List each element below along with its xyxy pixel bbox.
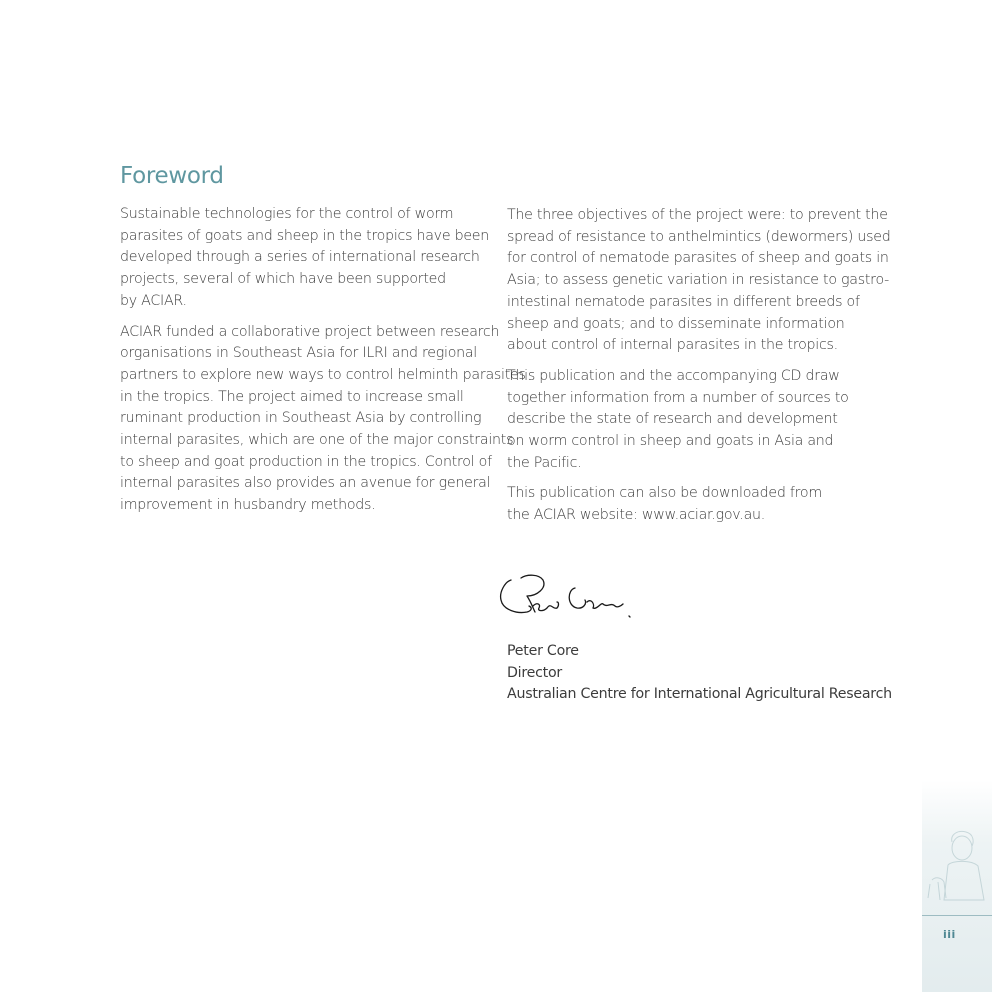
text-line: describe the state of research and development (507, 411, 838, 428)
text-line: partners to explore new ways to control helminth parasites (120, 366, 526, 383)
text-line: the Pacific. (507, 454, 582, 471)
left-column (120, 204, 526, 526)
text-line: intestinal nematode parasites in different breeds of (507, 293, 860, 310)
text-line: projects, several of which have been supported (120, 271, 446, 288)
handwritten-signature (497, 566, 637, 626)
text-line: organisations in Southeast Asia for ILRI and regional (120, 345, 477, 362)
text-line: internal parasites, which are one of the major constraints (120, 432, 514, 449)
text-line: Asia; to assess genetic variation in resistance to gastro- (507, 272, 890, 289)
text-line: to sheep and goat production in the tropics. Control of (120, 453, 492, 470)
paragraph (507, 205, 891, 357)
text-line: improvement in husbandry methods. (120, 497, 376, 514)
text-line: about control of internal parasites in the tropics. (507, 337, 838, 354)
text-line: This publication and the accompanying CD draw (507, 367, 840, 384)
text-line: by ACIAR. (120, 292, 187, 309)
text-line: spread of resistance to anthelmintics (dewormers) used (507, 228, 891, 245)
text-line: together information from a number of sources to (507, 389, 849, 406)
signatory-title: Director (507, 664, 562, 681)
text-line: sheep and goats; and to disseminate information (507, 315, 845, 332)
paragraph (120, 322, 526, 517)
text-line: parasites of goats and sheep in the tropics have been (120, 227, 490, 244)
side-tab-divider (922, 915, 992, 916)
signatory-block (507, 641, 892, 706)
text-line: for control of nematode parasites of sheep and goats in (507, 250, 889, 267)
faded-illustration-icon (922, 820, 992, 915)
text-line: The three objectives of the project were: to prevent the (507, 207, 888, 223)
paragraph (507, 483, 885, 526)
text-line: ACIAR funded a collaborative project between research (120, 323, 500, 340)
website-line: the ACIAR website: www.aciar.gov.au. (507, 507, 766, 524)
page-number: iii (943, 928, 956, 941)
signatory-name: Peter Core (507, 643, 579, 659)
text-line: internal parasites also provides an avenue for general (120, 475, 491, 492)
paragraph (120, 204, 490, 313)
paragraph (507, 366, 885, 475)
text-line: This publication can also be downloaded from (507, 485, 822, 502)
text-line: ruminant production in Southeast Asia by controlling (120, 410, 482, 427)
text-line: in the tropics. The project aimed to increase small (120, 388, 464, 405)
text-line: developed through a series of international research (120, 249, 480, 266)
text-line: on worm control in sheep and goats in Asia and (507, 433, 834, 450)
text-line: Sustainable technologies for the control of worm (120, 206, 454, 222)
signatory-organisation: Australian Centre for International Agricultural Research (507, 686, 892, 703)
right-column (507, 205, 891, 536)
page-title: Foreword (120, 163, 224, 189)
